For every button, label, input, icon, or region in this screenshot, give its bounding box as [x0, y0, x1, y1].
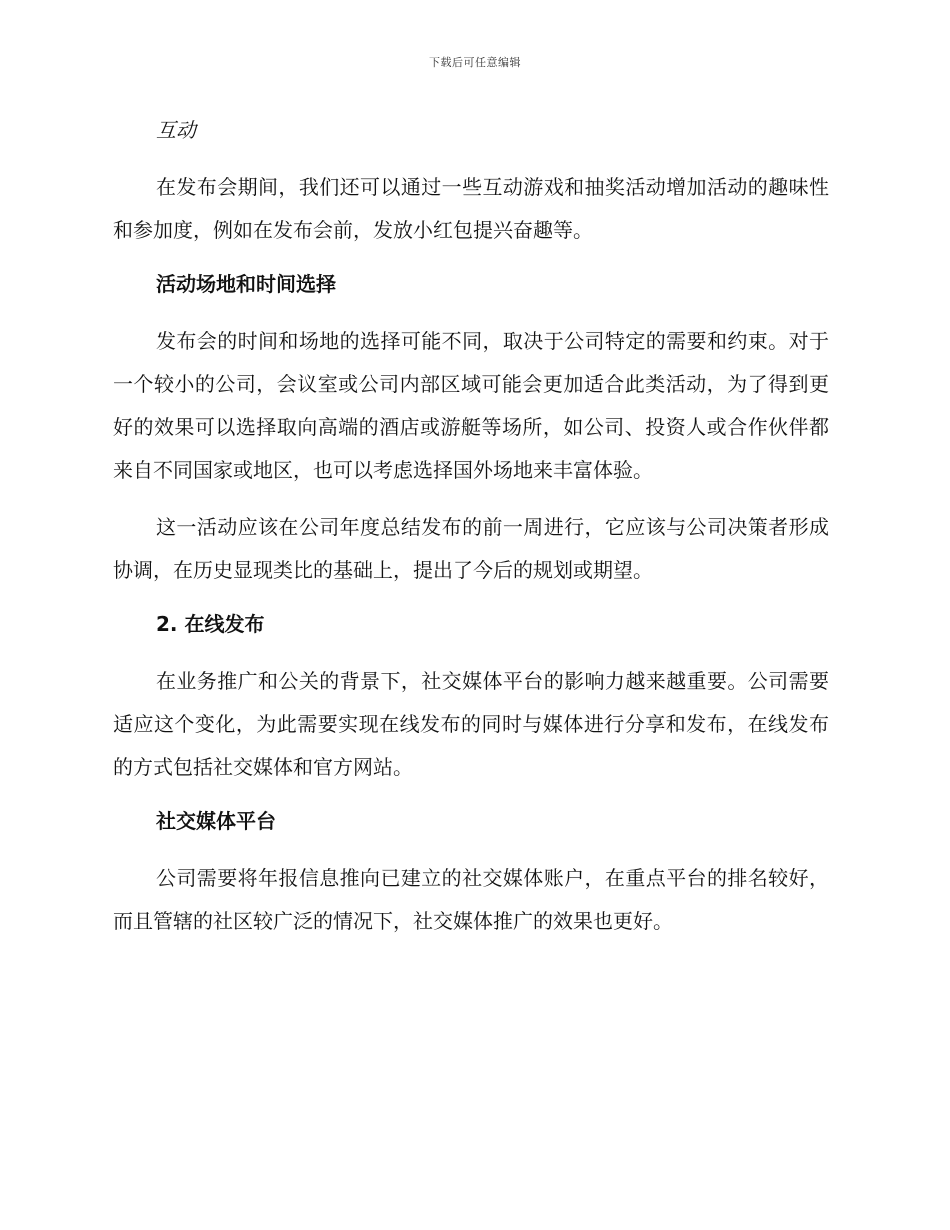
page-header: 下载后可任意编辑 — [429, 56, 521, 69]
document-body — [113, 112, 829, 957]
paragraph-social: 公司需要将年报信息推向已建立的社交媒体账户，在重点平台的排名较好，而且管辖的社区较广泛的情况下，社交媒体推广的效果也更好。 — [113, 866, 829, 933]
heading-online-release: 2. 在线发布 — [156, 612, 265, 636]
paragraph-interaction: 在发布会期间，我们还可以通过一些互动游戏和抽奖活动增加活动的趣味性和参加度，例如在发布会前，发放小红包提兴奋趣等。 — [113, 175, 829, 242]
heading-venue-time: 活动场地和时间选择 — [156, 272, 336, 296]
paragraph-venue-1: 发布会的时间和场地的选择可能不同，取决于公司特定的需要和约束。对于一个较小的公司，会议室或公司内部区域可能会更加适合此类活动，为了得到更好的效果可以选择取向高端的酒店或游艇等场所，如公司、投资人或合作伙伴都来自不同国家或地区，也可以考虑选择国外场地来丰富体验。 — [113, 329, 829, 482]
section-title-interaction: 互动 — [156, 118, 196, 142]
paragraph-venue-2: 这一活动应该在公司年度总结发布的前一周进行，它应该与公司决策者形成协调，在历史显现类比的基础上，提出了今后的规划或期望。 — [113, 515, 829, 582]
heading-social-media: 社交媒体平台 — [156, 809, 276, 833]
paragraph-online: 在业务推广和公关的背景下，社交媒体平台的影响力越来越重要。公司需要适应这个变化，为此需要实现在线发布的同时与媒体进行分享和发布，在线发布的方式包括社交媒体和官方网站。 — [113, 669, 829, 779]
